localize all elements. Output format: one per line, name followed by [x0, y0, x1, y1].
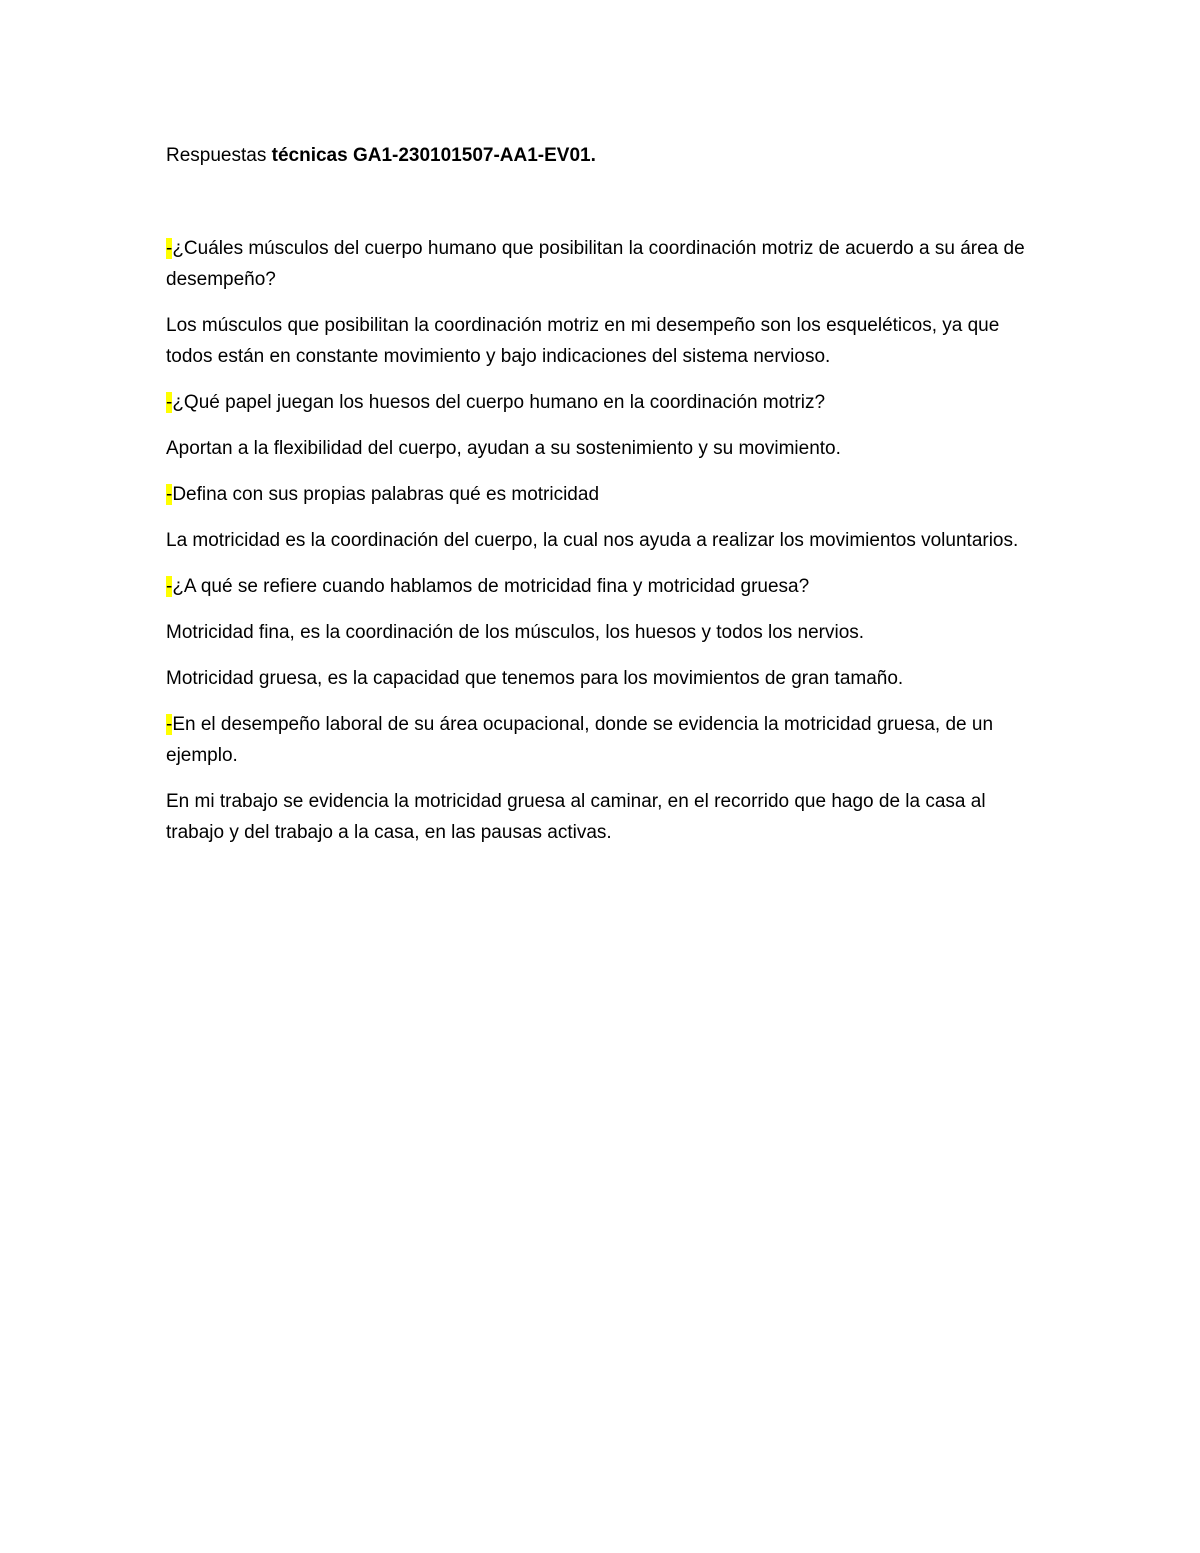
answer-4b: Motricidad gruesa, es la capacidad que tenemos para los movimientos de gran tamaño. — [166, 668, 904, 689]
question-text: Defina con sus propias palabras qué es motricidad — [172, 484, 600, 505]
question-text: ¿Cuáles músculos del cuerpo humano que posibilitan la coordinación motriz de acuerdo a su área de desempeño? — [166, 238, 1025, 290]
answer-3: La motricidad es la coordinación del cuerpo, la cual nos ayuda a realizar los movimientos voluntarios. — [166, 530, 1019, 551]
title-plain: Respuestas — [166, 145, 272, 166]
question-1 — [166, 233, 1046, 295]
question-marker: - — [166, 576, 173, 597]
answer-4a: Motricidad fina, es la coordinación de los músculos, los huesos y todos los nervios. — [166, 622, 865, 643]
answer-1: Los músculos que posibilitan la coordinación motriz en mi desempeño son los esqueléticos, ya que todos están en constante movimiento y bajo indicaciones del sistema nervioso. — [166, 315, 1000, 367]
question-4 — [166, 571, 1046, 602]
document-title — [166, 140, 1046, 171]
answer-2: Aportan a la flexibilidad del cuerpo, ayudan a su sostenimiento y su movimiento. — [166, 438, 841, 459]
question-marker: - — [166, 484, 173, 505]
question-text: ¿Qué papel juegan los huesos del cuerpo humano en la coordinación motriz? — [172, 392, 826, 413]
question-marker: - — [166, 238, 173, 259]
question-3 — [166, 479, 1046, 510]
question-marker: - — [166, 714, 173, 735]
question-2 — [166, 387, 1046, 418]
question-marker: - — [166, 392, 173, 413]
question-5 — [166, 709, 1046, 771]
answer-5: En mi trabajo se evidencia la motricidad gruesa al caminar, en el recorrido que hago de la casa al trabajo y del trabajo a la casa, en las pausas activas. — [166, 791, 986, 843]
document-body — [166, 140, 1046, 863]
question-text: En el desempeño laboral de su área ocupacional, donde se evidencia la motricidad gruesa, de un ejemplo. — [166, 714, 994, 766]
title-bold: técnicas GA1-230101507-AA1-EV01. — [271, 145, 596, 166]
question-text: ¿A qué se refiere cuando hablamos de motricidad fina y motricidad gruesa? — [172, 576, 810, 597]
